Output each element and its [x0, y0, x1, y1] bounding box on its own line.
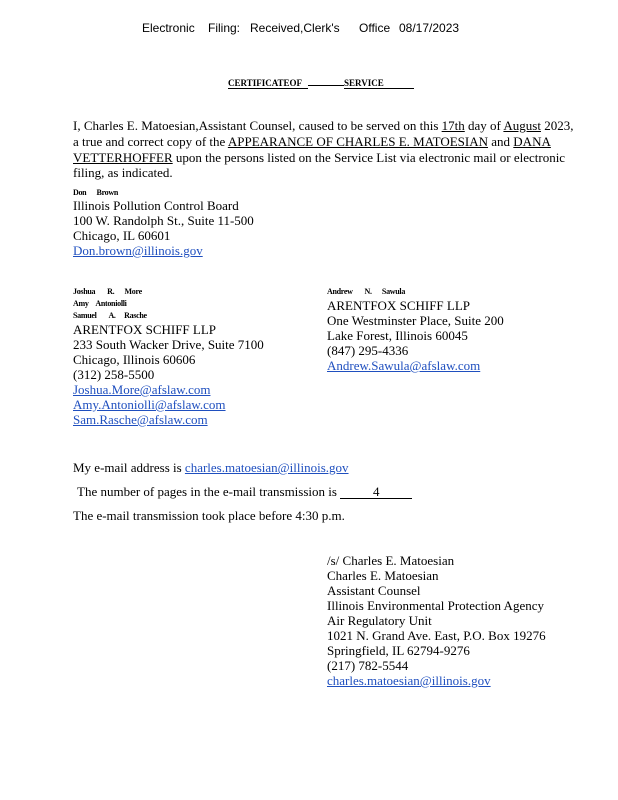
recipient-arentfox-chicago [73, 286, 264, 427]
intro-service-method: upon the persons listed on the Service List via electronic mail or electronic [172, 150, 566, 165]
certificate-title [228, 76, 414, 89]
name-first: Samuel [73, 311, 97, 320]
recipient-af-addr1: 233 South Wacker Drive, Suite 7100 [73, 337, 264, 352]
recipient-sawula-name [327, 286, 504, 298]
header-electronic: Electronic [142, 21, 195, 35]
certificate-title-gap [308, 76, 344, 86]
intro-copy-of: a true and correct copy of the [73, 134, 228, 149]
transmission-time: The e-mail transmission took place before 4:30 p.m. [73, 508, 345, 523]
signature-address-2: Springfield, IL 62794-9276 [327, 643, 470, 658]
recipient-af-org: ARENTFOX SCHIFF LLP [73, 322, 217, 337]
recipient-sawula-org: ARENTFOX SCHIFF LLP [327, 298, 471, 313]
intro-name: I, Charles E. Matoesian, [73, 118, 199, 133]
header-filing: Filing: [208, 21, 241, 35]
recipient-af-name-1 [73, 286, 264, 298]
name-first: Joshua [73, 287, 96, 296]
name-first: Amy [73, 299, 89, 308]
intro-line-4 [73, 165, 173, 181]
intro-day: 17th [441, 118, 465, 133]
intro-doc-title-cont: DANA [513, 134, 551, 149]
signature-address-1: 1021 N. Grand Ave. East, P.O. Box 19276 [327, 628, 546, 643]
recipient-af-phone: (312) 258-5500 [73, 367, 155, 382]
name-mid: A. [108, 311, 116, 320]
name-mid: R. [107, 287, 115, 296]
certificate-title-part1: CERTIFICATEOF [228, 78, 308, 89]
my-email-link[interactable]: charles.matoesian@illinois.gov [184, 460, 349, 475]
recipient-ipcb-org: Illinois Pollution Control Board [73, 198, 239, 213]
recipient-af-name-2 [73, 298, 264, 310]
intro-day-of: day of [464, 118, 504, 133]
page-count-value: 4 [340, 485, 412, 499]
signature-agency: Illinois Environmental Protection Agency [327, 598, 544, 613]
signature-line: /s/ Charles E. Matoesian [327, 553, 455, 568]
intro-doc-title-end: VETTERHOFFER [73, 150, 173, 165]
recipient-ipcb-email-link[interactable]: Don.brown@illinois.gov [73, 243, 203, 258]
recipient-ipcb [73, 188, 254, 258]
intro-indicated: filing, as indicated. [73, 165, 173, 180]
recipient-ipcb-addr1: 100 W. Randolph St., Suite 11-500 [73, 213, 254, 228]
signature-name: Charles E. Matoesian [327, 568, 439, 583]
name-last: More [124, 287, 142, 296]
recipient-af-email-rasche[interactable]: Sam.Rasche@afslaw.com [73, 412, 208, 427]
intro-and: and [488, 134, 514, 149]
recipient-af-addr2: Chicago, Illinois 60606 [73, 352, 196, 367]
recipient-arentfox-lakeforest [327, 286, 504, 373]
intro-served: Assistant Counsel, caused to be served on this [198, 118, 439, 133]
recipient-sawula-email[interactable]: Andrew.Sawula@afslaw.com [327, 358, 481, 373]
name-last: Sawula [381, 287, 406, 296]
signature-email-link[interactable]: charles.matoesian@illinois.gov [327, 673, 491, 688]
header-received: Received,Clerk's [250, 21, 340, 35]
name-last: Brown [96, 188, 119, 197]
name-mid: N. [364, 287, 372, 296]
recipient-af-email-antoniolli[interactable]: Amy.Antoniolli@afslaw.com [73, 397, 226, 412]
intro-document-title: APPEARANCE OF CHARLES E. MATOESIAN [227, 134, 489, 149]
signature-block [327, 553, 546, 688]
signature-phone: (217) 782-5544 [327, 658, 409, 673]
page-count-label: The number of pages in the e-mail transmission is [77, 484, 337, 499]
recipient-sawula-addr1: One Westminster Place, Suite 200 [327, 313, 504, 328]
name-first: Don [73, 188, 87, 197]
name-last: Antoniolli [95, 299, 127, 308]
intro-line-3 [73, 150, 565, 166]
intro-month: August [503, 118, 541, 133]
header-office: Office [359, 21, 391, 35]
certificate-title-part2: SERVICE [344, 78, 414, 89]
recipient-ipcb-name [73, 188, 254, 197]
intro-line-1 [73, 118, 573, 134]
intro-year: 2023, [540, 118, 574, 133]
recipient-sawula-phone: (847) 295-4336 [327, 343, 409, 358]
page-count-line [77, 484, 412, 500]
my-email-line [73, 460, 349, 476]
intro-line-2 [73, 134, 551, 150]
signature-unit: Air Regulatory Unit [327, 613, 432, 628]
recipient-ipcb-addr2: Chicago, IL 60601 [73, 228, 171, 243]
signature-title: Assistant Counsel [327, 583, 421, 598]
my-email-label: My e-mail address is [73, 460, 185, 475]
recipient-sawula-addr2: Lake Forest, Illinois 60045 [327, 328, 468, 343]
name-last: Rasche [124, 311, 147, 320]
name-first: Andrew [327, 287, 353, 296]
recipient-af-email-more[interactable]: Joshua.More@afslaw.com [73, 382, 211, 397]
header-date: 08/17/2023 [399, 21, 460, 35]
recipient-af-name-3 [73, 310, 264, 322]
